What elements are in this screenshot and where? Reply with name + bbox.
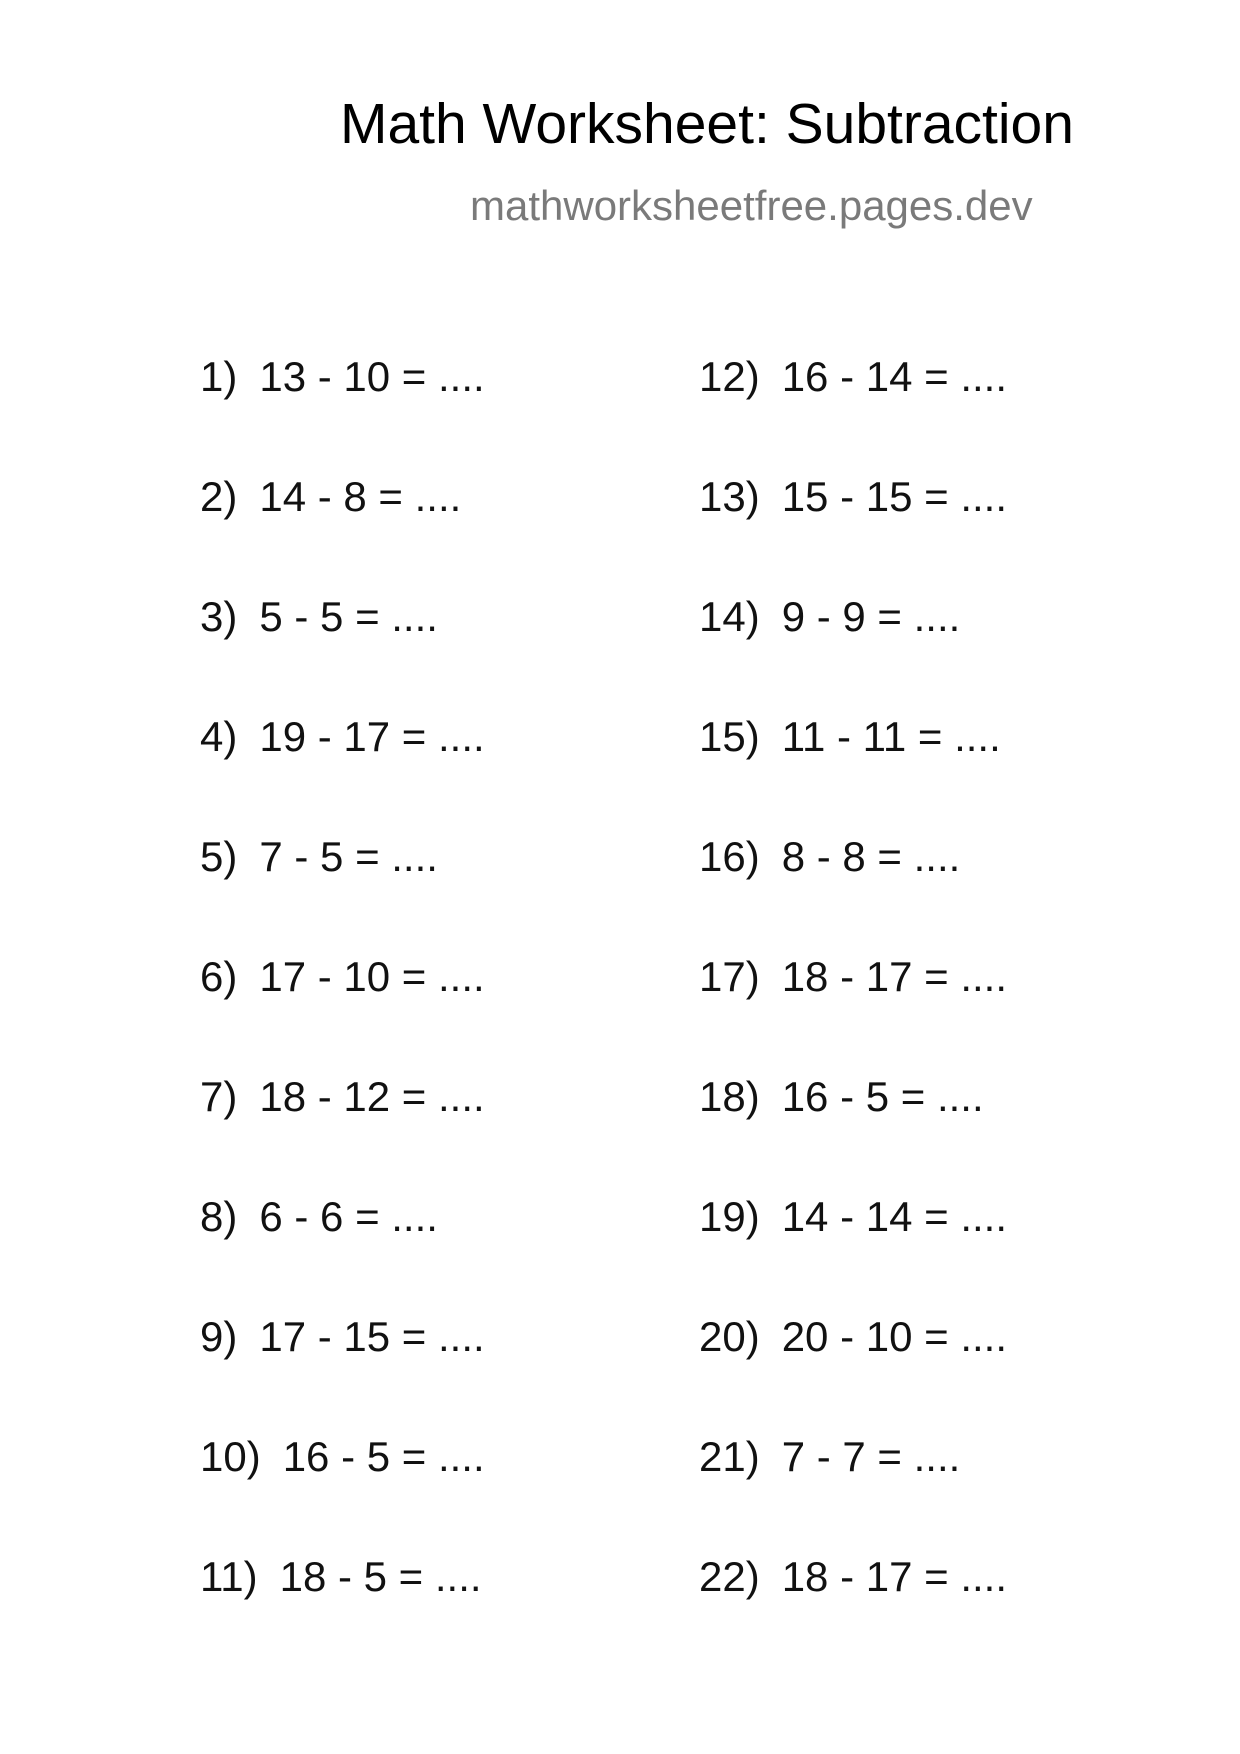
- problem-item: [200, 1313, 485, 1360]
- problem-expression: 15 - 15 = ....: [781, 473, 1008, 520]
- problem-expression: 17 - 15 = ....: [259, 1313, 485, 1360]
- problem-item: [200, 473, 462, 520]
- problem-expression: 16 - 5 = ....: [781, 1073, 984, 1120]
- problem-expression: 13 - 10 = ....: [259, 353, 485, 400]
- problem-expression: 20 - 10 = ....: [781, 1313, 1008, 1360]
- problem-number: 19): [699, 1193, 760, 1240]
- problem-expression: 5 - 5 = ....: [259, 593, 438, 640]
- problem-number: 13): [699, 473, 760, 520]
- problem-column-right: [699, 0, 1240, 1754]
- problem-item: [200, 1073, 485, 1120]
- problem-item: [200, 953, 485, 1000]
- problem-expression: 18 - 17 = ....: [781, 953, 1008, 1000]
- problem-item: [699, 1073, 984, 1120]
- problem-item: [699, 833, 961, 880]
- problem-expression: 18 - 5 = ....: [279, 1553, 482, 1600]
- problem-number: 14): [699, 593, 760, 640]
- problem-number: 18): [699, 1073, 760, 1120]
- problem-item: [699, 1433, 961, 1480]
- problem-expression: 14 - 14 = ....: [781, 1193, 1008, 1240]
- problem-number: 3): [200, 593, 238, 640]
- problem-number: 8): [200, 1193, 238, 1240]
- problem-item: [200, 353, 485, 400]
- problem-column-left: [200, 0, 760, 1754]
- problem-number: 17): [699, 953, 760, 1000]
- problem-expression: 9 - 9 = ....: [781, 593, 961, 640]
- problem-item: [699, 1553, 1008, 1600]
- problem-number: 11): [200, 1553, 258, 1600]
- problem-number: 5): [200, 833, 238, 880]
- problem-number: 4): [200, 713, 238, 760]
- problem-item: [200, 1193, 438, 1240]
- problem-item: [200, 713, 485, 760]
- problem-expression: 7 - 7 = ....: [781, 1433, 961, 1480]
- problem-number: 22): [699, 1553, 760, 1600]
- problem-number: 7): [200, 1073, 238, 1120]
- problem-item: [699, 353, 1008, 400]
- problem-number: 10): [200, 1433, 261, 1480]
- problem-expression: 19 - 17 = ....: [259, 713, 485, 760]
- problem-number: 12): [699, 353, 760, 400]
- problem-expression: 14 - 8 = ....: [259, 473, 462, 520]
- problem-number: 20): [699, 1313, 760, 1360]
- problem-item: [200, 593, 438, 640]
- problem-number: 16): [699, 833, 760, 880]
- problem-expression: 6 - 6 = ....: [259, 1193, 438, 1240]
- problem-item: [699, 1193, 1008, 1240]
- problem-expression: 8 - 8 = ....: [781, 833, 961, 880]
- problem-number: 1): [200, 353, 238, 400]
- problem-item: [200, 833, 438, 880]
- problem-number: 9): [200, 1313, 238, 1360]
- problem-number: 6): [200, 953, 238, 1000]
- problem-item: [699, 713, 1001, 760]
- page-title: Math Worksheet: Subtraction: [340, 92, 1074, 156]
- site-url: mathworksheetfree.pages.dev: [470, 182, 1033, 229]
- problem-item: [699, 473, 1008, 520]
- problem-expression: 16 - 14 = ....: [781, 353, 1008, 400]
- problem-expression: 7 - 5 = ....: [259, 833, 438, 880]
- problem-expression: 16 - 5 = ....: [282, 1433, 485, 1480]
- problem-number: 15): [699, 713, 760, 760]
- problem-expression: 18 - 17 = ....: [781, 1553, 1008, 1600]
- problem-item: [200, 1433, 485, 1480]
- problem-number: 2): [200, 473, 238, 520]
- problem-expression: 11 - 11 = ....: [781, 713, 1001, 760]
- problem-item: [699, 953, 1008, 1000]
- problem-expression: 17 - 10 = ....: [259, 953, 485, 1000]
- problem-item: [200, 1553, 482, 1600]
- problem-item: [699, 1313, 1008, 1360]
- problem-number: 21): [699, 1433, 760, 1480]
- problem-item: [699, 593, 961, 640]
- problem-expression: 18 - 12 = ....: [259, 1073, 485, 1120]
